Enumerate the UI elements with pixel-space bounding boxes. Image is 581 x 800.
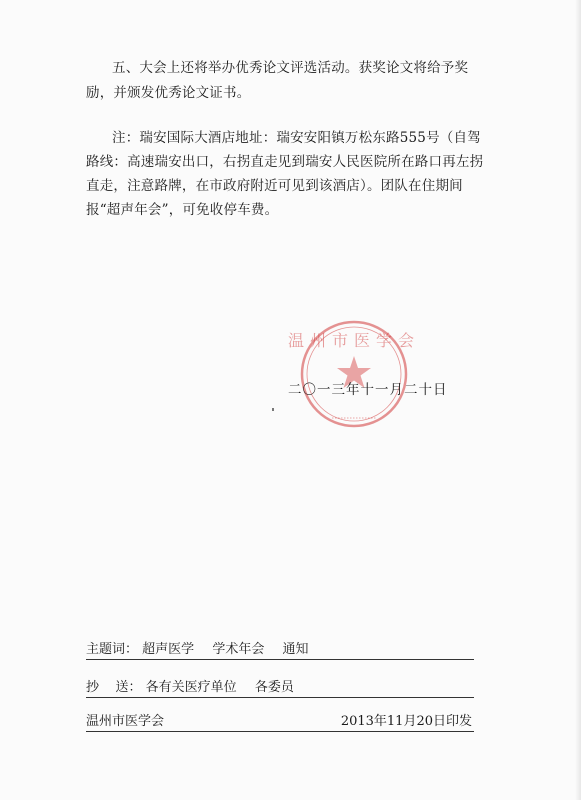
cc-value: 各委员 — [254, 680, 294, 695]
official-seal-icon — [287, 318, 421, 430]
divider-line — [86, 659, 474, 660]
paragraph-note: 注：瑞安国际大酒店地址：瑞安安阳镇万松东路555号（自驾路线：高速瑞安出口，右拐直走见到瑞安人民医院所在路口再左拐直走，注意路牌，在市政府附近可见到该酒店）。团队在住期间报“超声年会”，可免收停车费。 — [86, 130, 484, 218]
subject-term: 学术年会 — [212, 642, 265, 657]
issuer-name: 温州市医学会 — [86, 714, 165, 729]
cc-value: 各有关医疗单位 — [145, 680, 237, 695]
issuer-row — [86, 710, 474, 729]
print-date: 2013年11月20日印发 — [340, 714, 472, 729]
scan-speck — [272, 408, 274, 411]
subject-term: 超声医学 — [142, 642, 195, 657]
subject-label: 主题词： — [86, 642, 139, 657]
subject-term: 通知 — [282, 642, 309, 657]
divider-line — [86, 697, 474, 698]
seal-text: 温州市医学会 — [287, 331, 421, 350]
page-edge-shadow — [575, 0, 581, 800]
cc-label: 抄 送： — [86, 680, 142, 695]
paragraph-award: 五、大会上还将举办优秀论文评选活动。获奖论文将给予奖励，并颁发优秀论文证书。 — [86, 60, 469, 101]
issue-date-text: 二〇一三年十一月二十日 — [288, 382, 448, 398]
cc-row — [86, 676, 474, 695]
divider-line — [86, 731, 474, 732]
subject-keywords-row — [86, 638, 474, 657]
